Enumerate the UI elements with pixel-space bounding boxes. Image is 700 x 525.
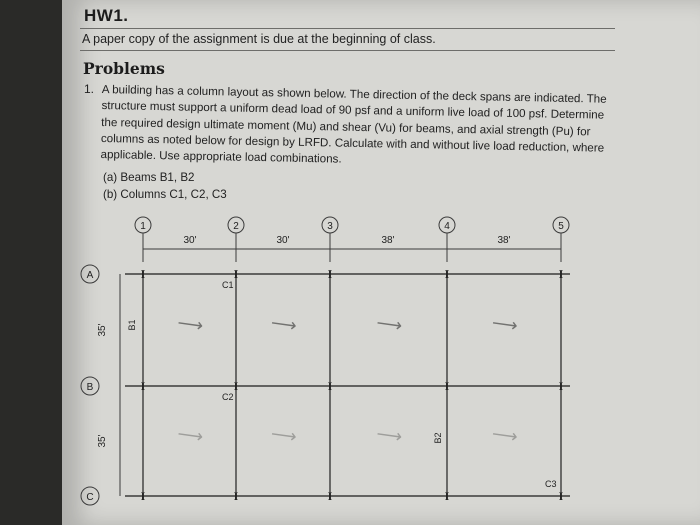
grid-label-4: 4 bbox=[444, 221, 450, 232]
grid-label-5: 5 bbox=[558, 221, 564, 232]
deck-span-arrow: ⟶ bbox=[176, 312, 205, 337]
bay-depth-2: 35' bbox=[97, 434, 108, 448]
grid-label-c: C bbox=[86, 492, 94, 503]
problem-number: 1. bbox=[84, 82, 95, 96]
deck-span-arrow: ⟶ bbox=[490, 423, 520, 448]
part-a: (a) Beams B1, B2 bbox=[103, 171, 195, 184]
column-marker: I bbox=[444, 489, 450, 503]
column-c1-label: C1 bbox=[222, 280, 234, 290]
column-marker: I bbox=[140, 489, 146, 503]
bay-width-2: 30' bbox=[276, 235, 290, 246]
deck-span-arrow: ⟶ bbox=[176, 423, 205, 448]
deck-span-arrow: ⟶ bbox=[269, 423, 299, 448]
assignment-subtitle: A paper copy of the assignment is due at the beginning of class. bbox=[82, 32, 436, 46]
assignment-title: HW1. bbox=[84, 6, 129, 25]
column-marker: I bbox=[233, 489, 239, 503]
bay-depth-1: 35' bbox=[97, 323, 108, 337]
deck-span-arrow: ⟶ bbox=[269, 312, 299, 337]
grid-label-b: B bbox=[86, 382, 94, 393]
bay-width-3: 38' bbox=[381, 235, 395, 246]
bay-width-1: 30' bbox=[183, 235, 197, 246]
column-marker: I bbox=[558, 267, 564, 281]
column-marker: I bbox=[444, 379, 450, 393]
column-marker: I bbox=[140, 379, 146, 393]
grid-label-2: 2 bbox=[233, 221, 239, 232]
grid-label-a: A bbox=[86, 270, 94, 281]
column-marker: I bbox=[558, 489, 564, 503]
column-marker: I bbox=[444, 267, 450, 281]
column-marker: I bbox=[327, 489, 333, 503]
column-c2-label: C2 bbox=[222, 392, 234, 402]
column-marker: I bbox=[140, 267, 146, 281]
part-b: (b) Columns C1, C2, C3 bbox=[103, 188, 227, 201]
column-marker: I bbox=[327, 267, 333, 281]
deck-span-arrow: ⟶ bbox=[490, 312, 520, 337]
column-marker: I bbox=[558, 379, 564, 393]
deck-span-arrow: ⟶ bbox=[375, 312, 404, 337]
column-marker: I bbox=[233, 379, 239, 393]
beam-b2-label: B2 bbox=[433, 432, 443, 444]
deck-span-arrow: ⟶ bbox=[375, 423, 404, 448]
column-marker: I bbox=[233, 267, 239, 281]
problem-statement: A building has a column layout as shown below. The direction of the deck spans are indicated. The structure must support a uniform dead load of 90 psf and a uniform live load of 100 psf. Determine the required design ultimate moment (Mu) and shear (Vu) for beams, and axial strength (Pu) for columns as noted below for design by LRFD. Calculate with and without live load reduction, where applicable. Use appropriate load combinations. bbox=[100, 82, 607, 166]
column-marker: I bbox=[327, 379, 333, 393]
column-c3-label: C3 bbox=[545, 479, 557, 489]
bay-width-4: 38' bbox=[497, 235, 511, 246]
grid-label-3: 3 bbox=[327, 221, 333, 232]
grid-label-1: 1 bbox=[140, 221, 146, 232]
section-title: Problems bbox=[83, 59, 165, 78]
beam-b1-label: B1 bbox=[127, 319, 137, 331]
